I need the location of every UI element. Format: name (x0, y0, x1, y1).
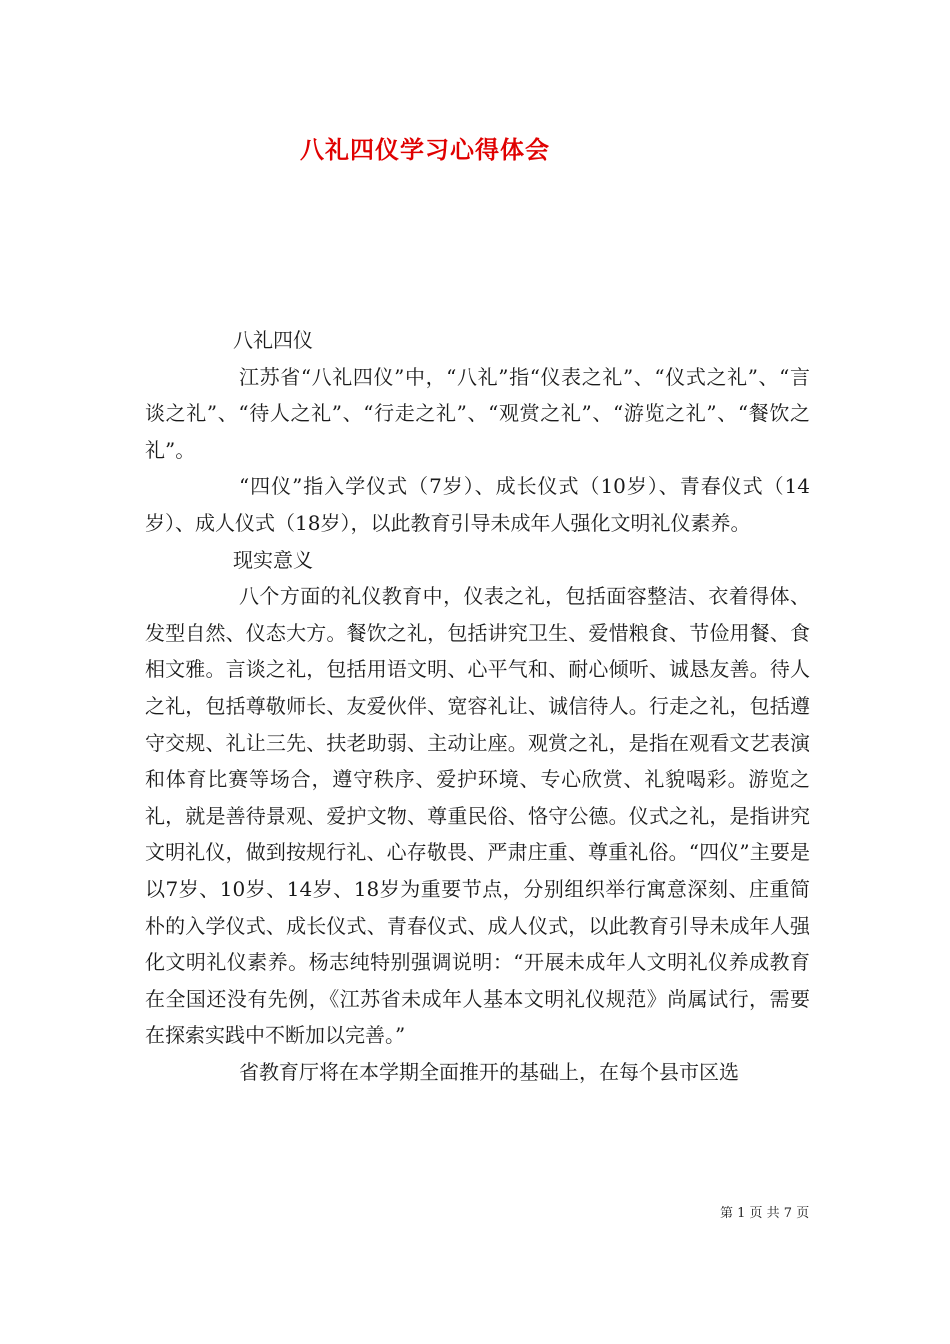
paragraph: 八个方面的礼仪教育中，仪表之礼，包括面容整洁、衣着得体、发型自然、仪态大方。餐饮之礼，包括讲究卫生、爱惜粮食、节俭用餐、食相文雅。言谈之礼，包括用语文明、心平气和、耐心倾听、诚恳友善。待人之礼，包括尊敬师长、友爱伙伴、宽容礼让、诚信待人。行走之礼，包括遵守交规、礼让三先、扶老助弱、主动让座。观赏之礼，是指在观看文艺表演和体育比赛等场合，遵守秩序、爱护环境、专心欣赏、礼貌喝彩。游览之礼，就是善待景观、爱护文物、尊重民俗、恪守公德。仪式之礼，是指讲究文明礼仪，做到按规行礼、心存敬畏、严肃庄重、尊重礼俗。“四仪”主要是以7岁、10岁、14岁、18岁为重要节点，分别组织举行寓意深刻、庄重简朴的入学仪式、成长仪式、青春仪式、成人仪式，以此教育引导未成年人强化文明礼仪素养。杨志纯特别强调说明：“开展未成年人文明礼仪养成教育在全国还没有先例，《江苏省未成年人基本文明礼仪规范》尚属试行，需要在探索实践中不断加以完善。” (145, 584, 810, 1048)
section-heading: 现实意义 (233, 547, 313, 572)
document-body (145, 322, 810, 1090)
page-number: 第 1 页 共 7 页 (720, 1206, 810, 1221)
paragraph: 省教育厅将在本学期全面推开的基础上，在每个县市区选 (239, 1059, 739, 1084)
paragraph: 江苏省“八礼四仪”中，“八礼”指“仪表之礼”、“仪式之礼”、“言谈之礼”、“待人之礼”、“行走之礼”、“观赏之礼”、“游览之礼”、“餐饮之礼”。 (145, 364, 810, 462)
document-title: 八礼四仪学习心得体会 (300, 135, 550, 164)
paragraph: “四仪”指入学仪式（7岁）、成长仪式（10岁）、青春仪式（14岁）、成人仪式（18岁），以此教育引导未成年人强化文明礼仪素养。 (145, 474, 810, 535)
section-heading: 八礼四仪 (233, 328, 313, 352)
